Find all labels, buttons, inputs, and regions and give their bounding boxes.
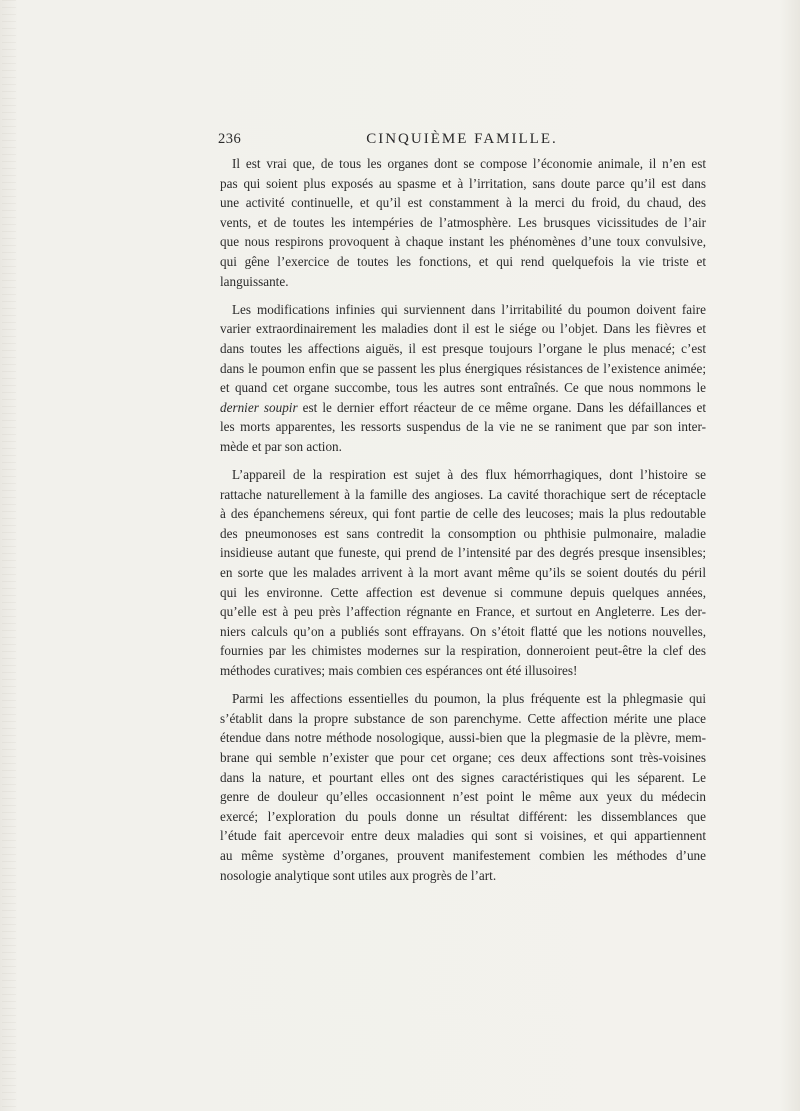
- italic-phrase: dernier soupir: [220, 399, 298, 415]
- text-line: rattache naturellement à la famille des angioses. La cavité thorachique sert de réceptacle: [220, 486, 706, 502]
- text-line: en sorte que les malades arrivent à la mort avant même qu’ils se soient doutés du péril: [220, 565, 706, 581]
- text-line: dans le poumon enfin que se passent les plus énergiques résistances de l’existence animée;: [220, 360, 706, 376]
- text-line: s’établit dans la propre substance de son parenchyme. Cette affection mérite une place: [220, 710, 706, 726]
- text-line: Parmi les affections essentielles du poumon, la plus fréquente est la phlegmasie qui: [232, 691, 706, 707]
- text-line: une activité continuelle, et qu’il est constamment à la merci du froid, du chaud, des: [220, 195, 706, 211]
- text-line: niers calculs qu’on a publiés sont effrayans. On s’étoit flatté que les notions nouvelles,: [220, 623, 706, 639]
- text-line: les morts apparentes, les ressorts suspendus de la vie ne se raniment que par son inter-: [220, 419, 706, 435]
- text-line: fournies par les chimistes modernes sur la respiration, donneroient peut-être la clef des: [220, 643, 706, 659]
- text-line: étendue dans notre méthode nosologique, aussi-bien que la plegmasie de la plèvre, mem-: [220, 730, 706, 746]
- text-line: genre de douleur qu’elles occasionnent n’est point le même aux yeux du médecin: [220, 789, 706, 805]
- text-line: des pneumonoses est sans contredit la consomption ou phthisie pulmonaire, maladie: [220, 525, 706, 541]
- text-line: pas qui soient plus exposés au spasme et à l’irritation, sans doute parce qu’il est dans: [220, 175, 706, 191]
- page-margin-texture: [2, 0, 16, 1111]
- text-line: L’appareil de la respiration est sujet à des flux hémorrhagiques, dont l’histoire se: [232, 467, 706, 483]
- text-line-rest: est le dernier effort réacteur de ce même organe. Dans les défaillances et: [297, 399, 707, 415]
- text-line: varier extraordinairement les maladies dont il est le siége ou l’objet. Dans les fièvres et: [220, 321, 706, 337]
- page-header: [218, 131, 706, 151]
- text-line: l’étude fait apercevoir entre deux maladies qui sont si voisines, et qui appartiennent: [220, 828, 706, 844]
- text-line: vents, et de toutes les intempéries de l’atmosphère. Les brusques vicissitudes de l’air: [220, 214, 706, 230]
- text-line: Il est vrai que, de tous les organes dont se compose l’économie animale, il n’en est: [232, 156, 706, 171]
- text-line: mède et par son action.: [220, 438, 342, 454]
- page-number: 236: [218, 131, 242, 147]
- text-line-with-italic: [220, 398, 706, 418]
- text-line: Les modifications infinies qui surviennent dans l’irritabilité du poumon doivent faire: [232, 301, 706, 317]
- paragraph-2: [220, 300, 706, 457]
- text-line: à des épanchemens séreux, qui font partie de celle des leucoses; mais la plus redoutable: [220, 506, 706, 522]
- text-line: languissante.: [220, 273, 289, 289]
- text-line: qui gêne l’exercice de toutes les fonctions, et qui rend quelquefois la vie triste et: [220, 253, 706, 269]
- text-line: méthodes curatives; mais combien ces espérances ont été illusoires!: [220, 663, 578, 679]
- text-line: dans toutes les affections aiguës, il est presque toujours l’organe le plus menacé; c’est: [220, 340, 706, 356]
- text-line: et quand cet organe succombe, tous les autres sont entraînés. Ce que nous nommons le: [220, 380, 706, 396]
- paragraph-4: [220, 689, 706, 885]
- text-line: qu’elle est à peu près l’affection régnante en France, et surtout en Angleterre. Les der-: [220, 604, 706, 620]
- text-line: exercé; l’exploration du pouls donne un résultat différent: les dissemblances que: [220, 808, 706, 824]
- text-line: que nous respirons provoquent à chaque instant les phénomènes d’une toux convulsive,: [220, 234, 706, 250]
- paragraph-3: [220, 465, 706, 681]
- text-line: qui les environne. Cette affection est devenue si commune depuis quelques années,: [220, 584, 706, 600]
- text-line: au même système d’organes, prouvent manifestement combien les méthodes d’une: [220, 847, 706, 863]
- running-title: CINQUIÈME FAMILLE.: [366, 131, 558, 147]
- text-line: insidieuse autant que funeste, qui prend de l’intensité par des degrés presque insensibles;: [220, 545, 706, 561]
- text-line: nosologie analytique sont utiles aux progrès de l’art.: [220, 867, 497, 883]
- text-line: dans la nature, et pourtant elles ont des signes caractéristiques qui les séparent. Le: [220, 769, 706, 785]
- paragraph-1: [220, 154, 706, 291]
- text-line: brane qui semble n’exister que pour cet organe; ces deux affections sont très-voisines: [220, 750, 706, 765]
- body-text: [220, 154, 706, 894]
